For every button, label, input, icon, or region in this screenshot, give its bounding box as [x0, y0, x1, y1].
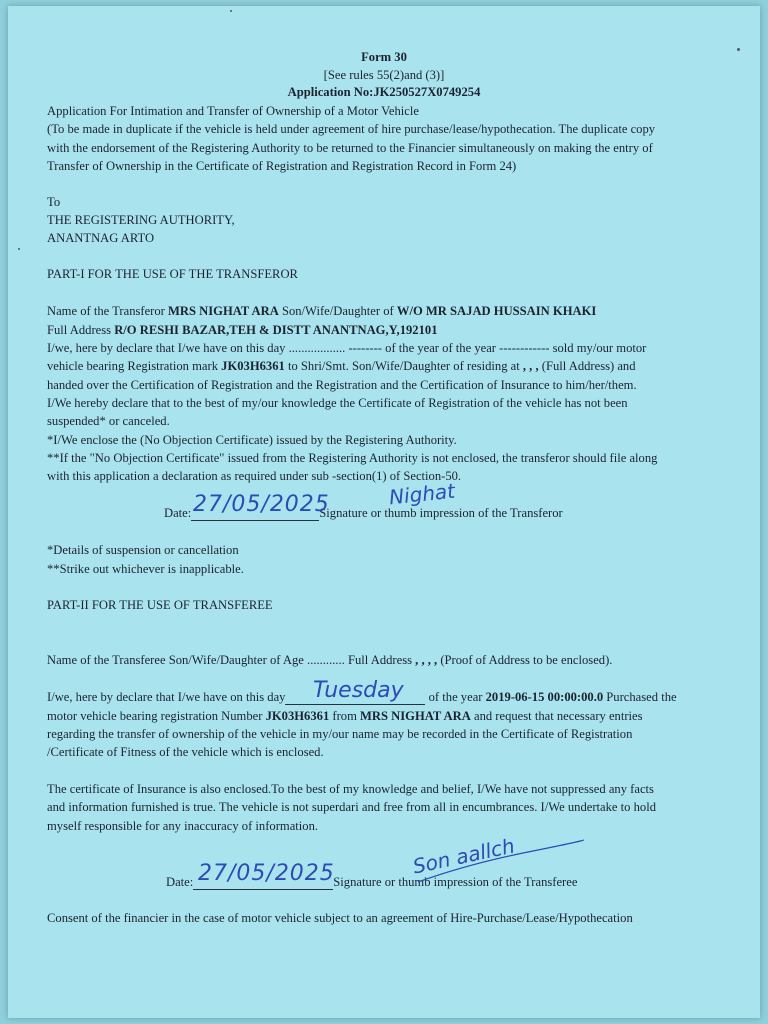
- noc-note: with this application a declaration as required under sub -section(1) of Section-50.: [47, 469, 462, 483]
- paper-speck: [230, 10, 232, 12]
- seller-name: MRS NIGHAT ARA: [360, 709, 471, 723]
- paper-speck: [737, 48, 740, 51]
- transferee-name-line: Name of the Transferee Son/Wife/Daughter of Age ............ Full Address , , , , (Proof of Address to be enclosed).: [47, 653, 613, 667]
- to-label: To: [47, 195, 61, 209]
- authority-office: ANANTNAG ARTO: [47, 231, 155, 245]
- transferee-declaration-line: motor vehicle bearing registration Number JK03H6361 from MRS NIGHAT ARA and request that necessary entries: [47, 709, 643, 723]
- noc-note: *I/We enclose the (No Objection Certificate) issued by the Registering Authority.: [47, 433, 457, 447]
- transferee-declaration-line: regarding the transfer of ownership of the vehicle in my/our name may be recorded in the Certificate of Registration: [47, 727, 633, 741]
- rules-reference: [See rules 55(2)and (3)]: [323, 68, 445, 82]
- authority-name: THE REGISTERING AUTHORITY,: [47, 213, 235, 227]
- transferee-day-handwritten: Tuesday: [313, 678, 404, 703]
- transferor-declaration-line: handed over the Certification of Registration and the Registration and the Certification of Insurance to him/her/them.: [47, 378, 637, 392]
- transferor-declaration-line: I/we, here by declare that I/we have on this day .................. -------- of the year of the year ------------ sold my/our motor: [47, 341, 647, 355]
- duplicate-note-line: with the endorsement of the Registering Authority to be returned to the Financier simultaneously on making the entry of: [47, 141, 653, 155]
- transferee-signature: Son aallch: [410, 833, 517, 879]
- registration-number: JK03H6361: [265, 709, 330, 723]
- transferee-date-handwritten: 27/05/2025: [198, 861, 335, 886]
- insurance-statement: and information furnished is true. The vehicle is not superdari and free from all in encumbrances. I/We undertake to hold: [47, 800, 657, 814]
- transferee-signature-flourish: [408, 834, 588, 894]
- transferor-relation: W/O MR SAJAD HUSSAIN KHAKI: [396, 304, 597, 318]
- noc-note: **If the "No Objection Certificate" issued from the Registering Authority is not enclosed, the transferor should file along: [47, 451, 658, 465]
- transferor-name: MRS NIGHAT ARA: [168, 304, 279, 318]
- transferor-date-handwritten: 27/05/2025: [193, 492, 330, 517]
- form-purpose: Application For Intimation and Transfer of Ownership of a Motor Vehicle: [47, 104, 419, 118]
- part1-heading: PART-I FOR THE USE OF THE TRANSFEROR: [47, 267, 298, 281]
- transferor-declaration-line: vehicle bearing Registration mark JK03H6361 to Shri/Smt. Son/Wife/Daughter of residing at , , , (Full Address) and: [47, 359, 636, 373]
- application-number: Application No:JK250527X0749254: [287, 85, 481, 99]
- purchase-date: 2019-06-15 00:00:00.0: [485, 690, 604, 704]
- part2-heading: PART-II FOR THE USE OF TRANSFEREE: [47, 598, 273, 612]
- transferor-address-line: Full Address R/O RESHI BAZAR,TEH & DISTT ANANTNAG,Y,192101: [47, 323, 438, 337]
- transferor-address: R/O RESHI BAZAR,TEH & DISTT ANANTNAG,Y,192101: [114, 323, 438, 337]
- insurance-statement: The certificate of Insurance is also enclosed.To the best of my knowledge and belief, I/We have not suppressed any facts: [47, 782, 654, 796]
- form-title: Form 30: [361, 50, 407, 64]
- duplicate-note-line: (To be made in duplicate if the vehicle is held under agreement of hire purchase/lease/hypothecation. The duplicate copy: [47, 122, 656, 136]
- transferee-declaration-line: I/we, here by declare that I/we have on this day of the year 2019-06-15 00:00:00.0 Purchased the: [47, 690, 677, 704]
- paper-speck: [18, 248, 20, 250]
- registration-mark: JK03H6361: [221, 359, 285, 373]
- transferee-date-signature-line: Date: Signature or thumb impression of the Transferee: [166, 875, 578, 889]
- transferee-declaration-line: /Certificate of Fitness of the vehicle which is enclosed.: [47, 745, 324, 759]
- duplicate-note-line: Transfer of Ownership in the Certificate of Registration and Registration Record in Form 24): [47, 159, 517, 173]
- transferor-declaration-line: suspended* or canceled.: [47, 414, 170, 428]
- transferor-signature: Nighat: [387, 478, 457, 510]
- transferor-name-line: Name of the Transferor MRS NIGHAT ARA Son/Wife/Daughter of W/O MR SAJAD HUSSAIN KHAKI: [47, 304, 597, 318]
- transferor-declaration-line: I/We hereby declare that to the best of my/our knowledge the Certificate of Registration of the vehicle has not been: [47, 396, 628, 410]
- form-30-page: [8, 6, 760, 1018]
- transferor-date-signature-line: Date: Signature or thumb impression of the Transferor: [164, 506, 563, 520]
- strike-out-footnote: **Strike out whichever is inapplicable.: [47, 562, 244, 576]
- suspension-footnote: *Details of suspension or cancellation: [47, 543, 239, 557]
- financier-consent: Consent of the financier in the case of motor vehicle subject to an agreement of Hire-Purchase/Lease/Hypothecation: [47, 911, 633, 925]
- insurance-statement: myself responsible for any inaccuracy of information.: [47, 819, 319, 833]
